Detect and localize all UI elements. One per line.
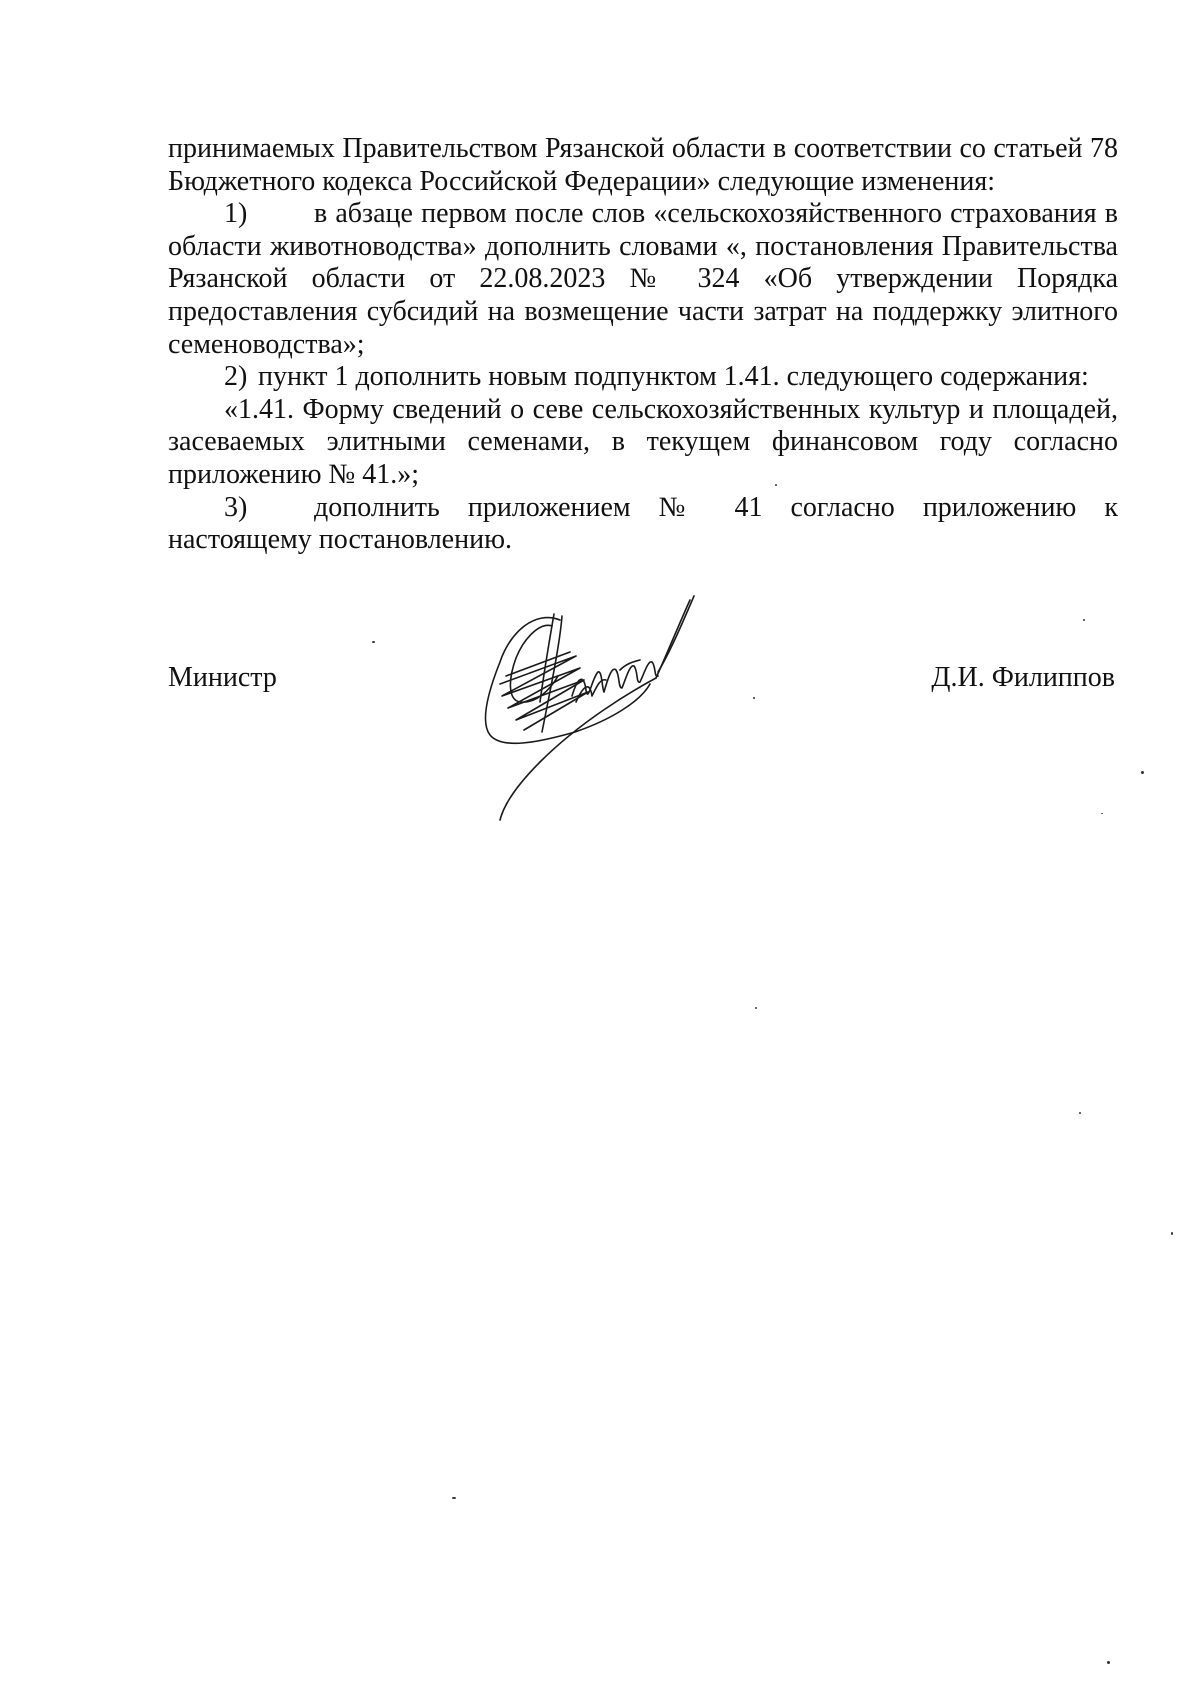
scan-speck	[1107, 1661, 1110, 1664]
quoted-subitem: «1.41. Форму сведений о севе сельскохозяйственных культур и площадей, засеваемых элитными семенами, в текущем финансовом году согласно приложению № 41.»;	[168, 393, 1118, 490]
list-item-3	[168, 492, 1118, 557]
scan-speck	[1171, 1232, 1173, 1235]
handwritten-signature	[480, 592, 750, 832]
scan-speck	[1141, 771, 1144, 774]
scan-speck	[755, 1007, 757, 1009]
scan-speck	[775, 484, 777, 486]
scan-speck	[452, 1497, 456, 1499]
intro-paragraph: принимаемых Правительством Рязанской области в соответствии со статьей 78 Бюджетного кодекса Российской Федерации» следующие изменения:	[168, 133, 1118, 197]
list-item-2	[168, 361, 1118, 394]
scan-speck	[753, 697, 755, 699]
list-item-3-number: 3)	[224, 491, 248, 523]
signer-name: Д.И. Филиппов	[931, 662, 1115, 693]
scan-speck	[1101, 813, 1103, 814]
list-item-3-text: дополнить приложением № 41 согласно приложению к настоящему постановлению.	[168, 491, 1118, 556]
scan-speck	[1079, 1112, 1081, 1114]
list-item-1-text: в абзаце первом после слов «сельскохозяйственного страхования в области животноводства» дополнить словами «, постановления Правительства Рязанской области от 22.08.2023 № 324 «Об утверждении Порядка предоставления субсидий на возмещение части затрат на поддержку элитного семеноводства»;	[168, 198, 1118, 360]
list-item-1-number: 1)	[224, 198, 248, 230]
list-item-1	[168, 198, 1118, 361]
scan-speck	[1083, 619, 1085, 621]
position-title: Министр	[168, 662, 277, 693]
scan-speck	[372, 641, 375, 643]
list-item-2-text: пункт 1 дополнить новым подпунктом 1.41. следующего содержания:	[258, 361, 1089, 393]
document-body	[168, 133, 1118, 557]
list-item-2-number: 2)	[224, 361, 248, 393]
